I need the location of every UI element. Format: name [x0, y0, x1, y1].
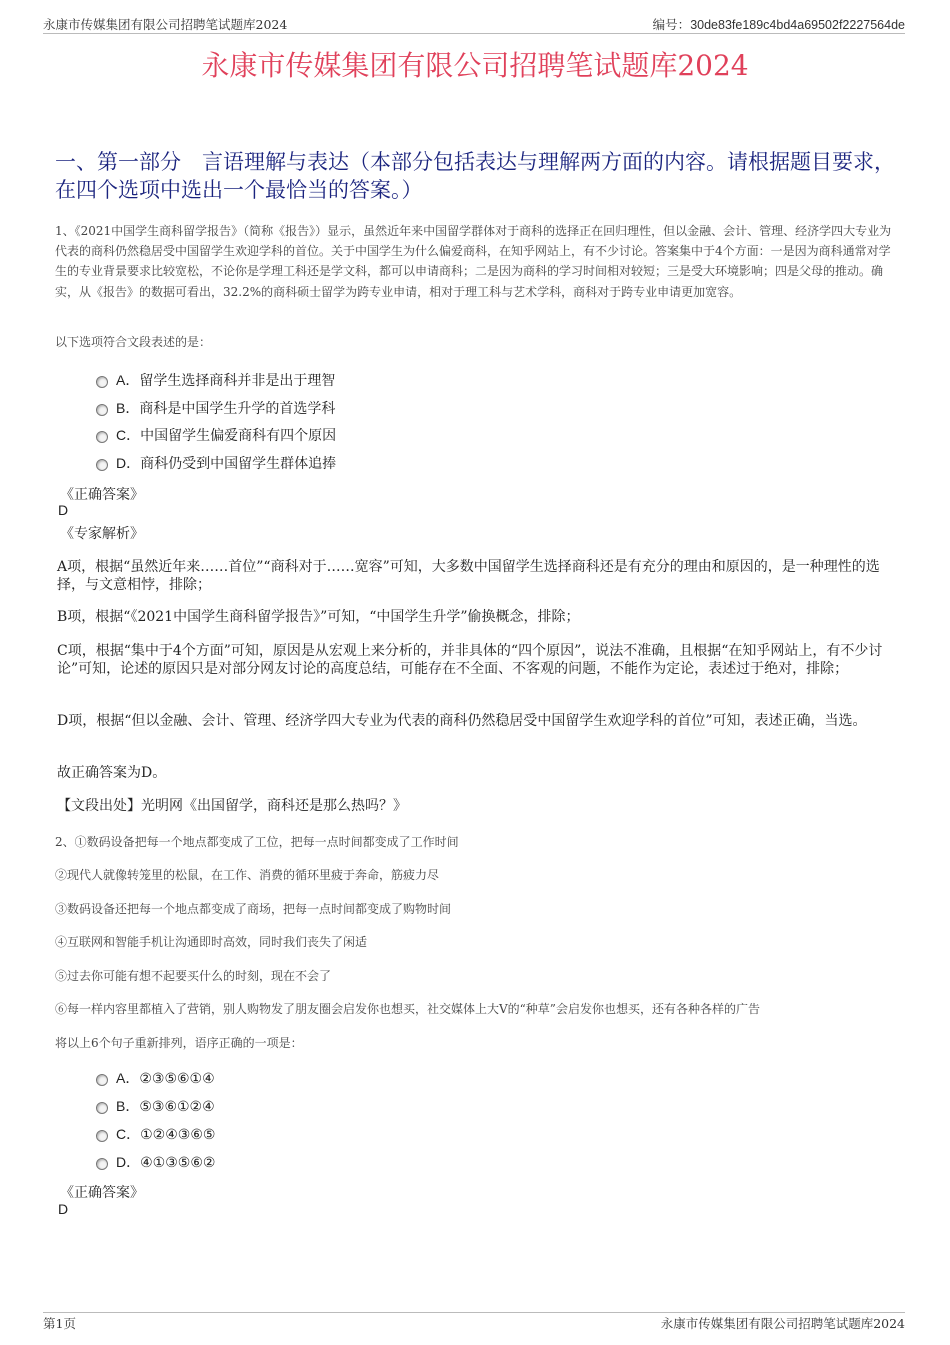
radio-icon[interactable]: [96, 1158, 108, 1170]
question-1-prompt: 以下选项符合文段表述的是：: [55, 335, 212, 349]
answer-value: D: [58, 1201, 69, 1217]
question-2-sentence: 2、①数码设备把每一个地点都变成了工位，把每一点时间都变成了工作时间: [55, 835, 459, 849]
question-2-option-a[interactable]: A．②③⑤⑥①④: [96, 1067, 215, 1089]
question-2-sentence: ②现代人就像转笼里的松鼠，在工作、消费的循环里疲于奔命，筋疲力尽: [55, 868, 440, 882]
answer-value: D: [58, 502, 69, 518]
question-1-passage: 1、《2021中国学生商科留学报告》（简称《报告》）显示，虽然近年来中国留学群体对于商科的选择正在回归理性，但以金融、会计、管理、经济学四大专业为代表的商科仍然稳居受中国留学生欢迎学科的首位。关于中国学生为什么偏爱商科，在知乎网站上，有不少讨论。答案集中于4个方面：一是因为商科通常对学生的专业背景要求比较宽松，不论你是学理工科还是学文科，都可以申请商科；二是因为商科的学习时间相对较短；三是受大环境影响；四是父母的推动。确实，从《报告》的数据可看出，32.2%的商科硕士留学为跨专业申请，相对于理工科与艺术学科，商科对于跨专业申请更加宽容。: [55, 224, 892, 299]
explanation-c: C项，根据“集中于4个方面”可知，原因是从宏观上来分析的，并非具体的“四个原因”，说法不准确，且根据“在知乎网站上，有不少讨论”可知，论述的原因只是对部分网友讨论的高度总结，可能存在不全面、不客观的问题，不能作为定论，表述过于绝对，排除；: [57, 643, 883, 677]
question-2-option-c[interactable]: C．①②④③⑥⑤: [96, 1123, 215, 1145]
question-2-sentence: ⑤过去你可能有想不起要买什么的时刻，现在不会了: [55, 969, 332, 983]
explanation-d: D项，根据“但以金融、会计、管理、经济学四大专业为代表的商科仍然稳居受中国留学生欢迎学科的首位”可知，表述正确，当选。: [57, 713, 867, 729]
source: 【文段出处】光明网《出国留学，商科还是那么热吗？》: [57, 798, 407, 814]
explanation-a: A项，根据“虽然近年来……首位”“商科对于……宽容”可知，大多数中国留学生选择商科还是有充分的理由和原因的，是一种理性的选择，与文意相悖，排除；: [57, 559, 880, 593]
radio-icon[interactable]: [96, 1130, 108, 1142]
question-1-option-c[interactable]: C．中国留学生偏爱商科有四个原因: [96, 424, 336, 446]
document-id: [653, 15, 905, 33]
question-1-option-a[interactable]: A．留学生选择商科并非是出于理智: [96, 369, 335, 391]
document-id-label: 编号：: [652, 17, 691, 32]
analysis-label: 《专家解析》: [60, 526, 144, 542]
explanation-b: B项，根据“《2021中国学生商科留学报告》”可知，“中国学生升学”偷换概念，排除；: [57, 609, 580, 625]
question-2-sentence: ⑥每一样内容里都植入了营销，别人购物发了朋友圈会启发你也想买，社交媒体上大V的“种草”会启发你也想买，还有各种各样的广告: [55, 1002, 760, 1016]
footer-divider: [43, 1312, 905, 1313]
section-heading: 一、第一部分 言语理解与表达（本部分包括表达与理解两方面的内容。请根据题目要求，在四个选项中选出一个最恰当的答案。）: [55, 150, 895, 202]
page-number: 第1页: [43, 1316, 76, 1331]
answer-label: 《正确答案》: [60, 487, 144, 503]
footer-title: 永康市传媒集团有限公司招聘笔试题库2024: [660, 1316, 905, 1331]
question-2-option-d[interactable]: D．④①③⑤⑥②: [96, 1151, 215, 1173]
question-2-option-b[interactable]: B．⑤③⑥①②④: [96, 1095, 215, 1117]
document-id-value: 30de83fe189c4bd4a69502f2227564de: [690, 18, 905, 32]
radio-icon[interactable]: [96, 404, 108, 416]
header-divider: [43, 33, 905, 34]
question-2-sentence: ③数码设备还把每一个地点都变成了商场，把每一点时间都变成了购物时间: [55, 902, 452, 916]
header-title: 永康市传媒集团有限公司招聘笔试题库2024: [43, 17, 288, 32]
answer-label: 《正确答案》: [60, 1185, 144, 1201]
radio-icon[interactable]: [96, 1102, 108, 1114]
question-1-option-b[interactable]: B．商科是中国学生升学的首选学科: [96, 397, 335, 419]
question-2-prompt: 将以上6个句子重新排列，语序正确的一项是：: [55, 1036, 303, 1050]
radio-icon[interactable]: [96, 376, 108, 388]
radio-icon[interactable]: [96, 431, 108, 443]
page-title: 永康市传媒集团有限公司招聘笔试题库2024: [201, 49, 749, 82]
question-2-sentence: ④互联网和智能手机让沟通即时高效，同时我们丧失了闲适: [55, 935, 368, 949]
radio-icon[interactable]: [96, 459, 108, 471]
question-1-option-d[interactable]: D．商科仍受到中国留学生群体追捧: [96, 452, 336, 474]
radio-icon[interactable]: [96, 1074, 108, 1086]
conclusion: 故正确答案为D。: [57, 765, 167, 781]
